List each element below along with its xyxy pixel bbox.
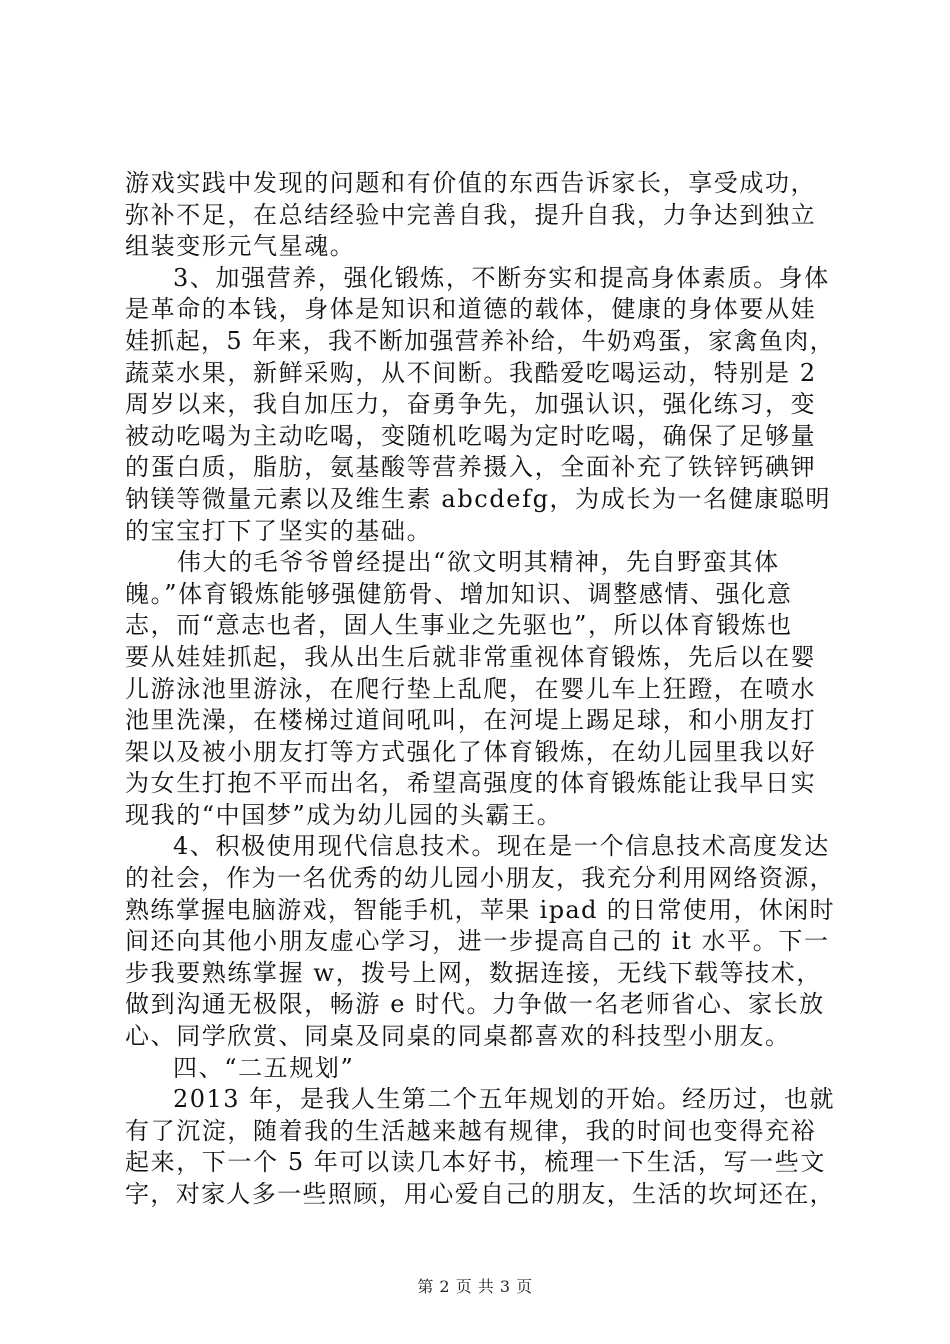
text-line: 起来，下一个 5 年可以读几本好书，梳理一下生活，写一些文 (125, 1148, 826, 1177)
text-line: 魄。”体育锻炼能够强健筋骨、增加知识、调整感情、强化意 (125, 579, 793, 608)
text-line: 2013 年，是我人生第二个五年规划的开始。经历过，也就 (173, 1085, 835, 1114)
page-footer: 第 2 页 共 3 页 (417, 1277, 533, 1296)
text-line: 的社会，作为一名优秀的幼儿园小朋友，我充分利用网络资源， (125, 864, 835, 893)
text-line: 蔬菜水果，新鲜采购，从不间断。我酷爱吃喝运动，特别是 2 (125, 358, 817, 387)
text-line: 钠镁等微量元素以及维生素 abcdefg，为成长为一名健康聪明 (125, 484, 832, 513)
text-line: 池里洗澡，在楼梯过道间吼叫，在河堤上踢足球，和小朋友打 (125, 706, 817, 735)
text-line: 伟大的毛爷爷曾经提出“欲文明其精神，先自野蛮其体 (177, 548, 780, 577)
text-line: 儿游泳池里游泳，在爬行垫上乱爬，在婴儿车上狂蹬，在喷水 (125, 674, 817, 703)
text-line: 要从娃娃抓起，我从出生后就非常重视体育锻炼，先后以在婴 (125, 642, 817, 671)
text-line: 架以及被小朋友打等方式强化了体育锻炼，在幼儿园里我以好 (125, 737, 817, 766)
text-line: 被动吃喝为主动吃喝，变随机吃喝为定时吃喝，确保了足够量 (125, 421, 817, 450)
text-line: 4、积极使用现代信息技术。现在是一个信息技术高度发达 (173, 832, 830, 861)
text-line: 弥补不足，在总结经验中完善自我，提升自我，力争达到独立 (125, 200, 817, 229)
text-line: 步我要熟练掌握 w，拨号上网，数据连接，无线下载等技术， (125, 958, 822, 987)
text-line: 游戏实践中发现的问题和有价值的东西告诉家长，享受成功， (125, 169, 817, 197)
text-line: 做到沟通无极限，畅游 e 时代。力争做一名老师省心、家长放 (125, 990, 825, 1019)
text-line: 娃抓起，5 年来，我不断加强营养补给，牛奶鸡蛋，家禽鱼肉， (125, 326, 835, 355)
text-line: 字，对家人多一些照顾，用心爱自己的朋友，生活的坎坷还在， (125, 1180, 835, 1208)
document-body (125, 168, 835, 1211)
text-line: 3、加强营养，强化锻炼，不断夯实和提高身体素质。身体 (173, 263, 830, 292)
text-line: 为女生打抱不平而出名，希望高强度的体育锻炼能让我早日实 (125, 769, 817, 798)
text-line: 是革命的本钱，身体是知识和道德的载体，健康的身体要从娃 (125, 295, 817, 324)
text-line: 周岁以来，我自加压力，奋勇争先，加强认识，强化练习，变 (125, 390, 817, 419)
text-line: 志，而“意志也者，固人生事业之先驱也”，所以体育锻炼也 (125, 611, 793, 640)
text-line: 的宝宝打下了坚实的基础。 (125, 516, 433, 545)
text-line: 有了沉淀，随着我的生活越来越有规律，我的时间也变得充裕 (125, 1116, 817, 1145)
text-line: 四、“二五规划” (173, 1053, 355, 1082)
text-line: 熟练掌握电脑游戏，智能手机，苹果 ipad 的日常使用，休闲时 (125, 895, 835, 924)
text-line: 的蛋白质，脂肪，氨基酸等营养摄入，全面补充了铁锌钙碘钾 (125, 453, 817, 482)
text-line: 现我的“中国梦”成为幼儿园的头霸王。 (125, 800, 563, 829)
text-line: 间还向其他小朋友虚心学习，进一步提高自己的 it 水平。下一 (125, 927, 830, 956)
text-line: 心、同学欣赏、同桌及同桌的同桌都喜欢的科技型小朋友。 (125, 1022, 791, 1051)
text-line: 组装变形元气星魂。 (125, 232, 356, 261)
